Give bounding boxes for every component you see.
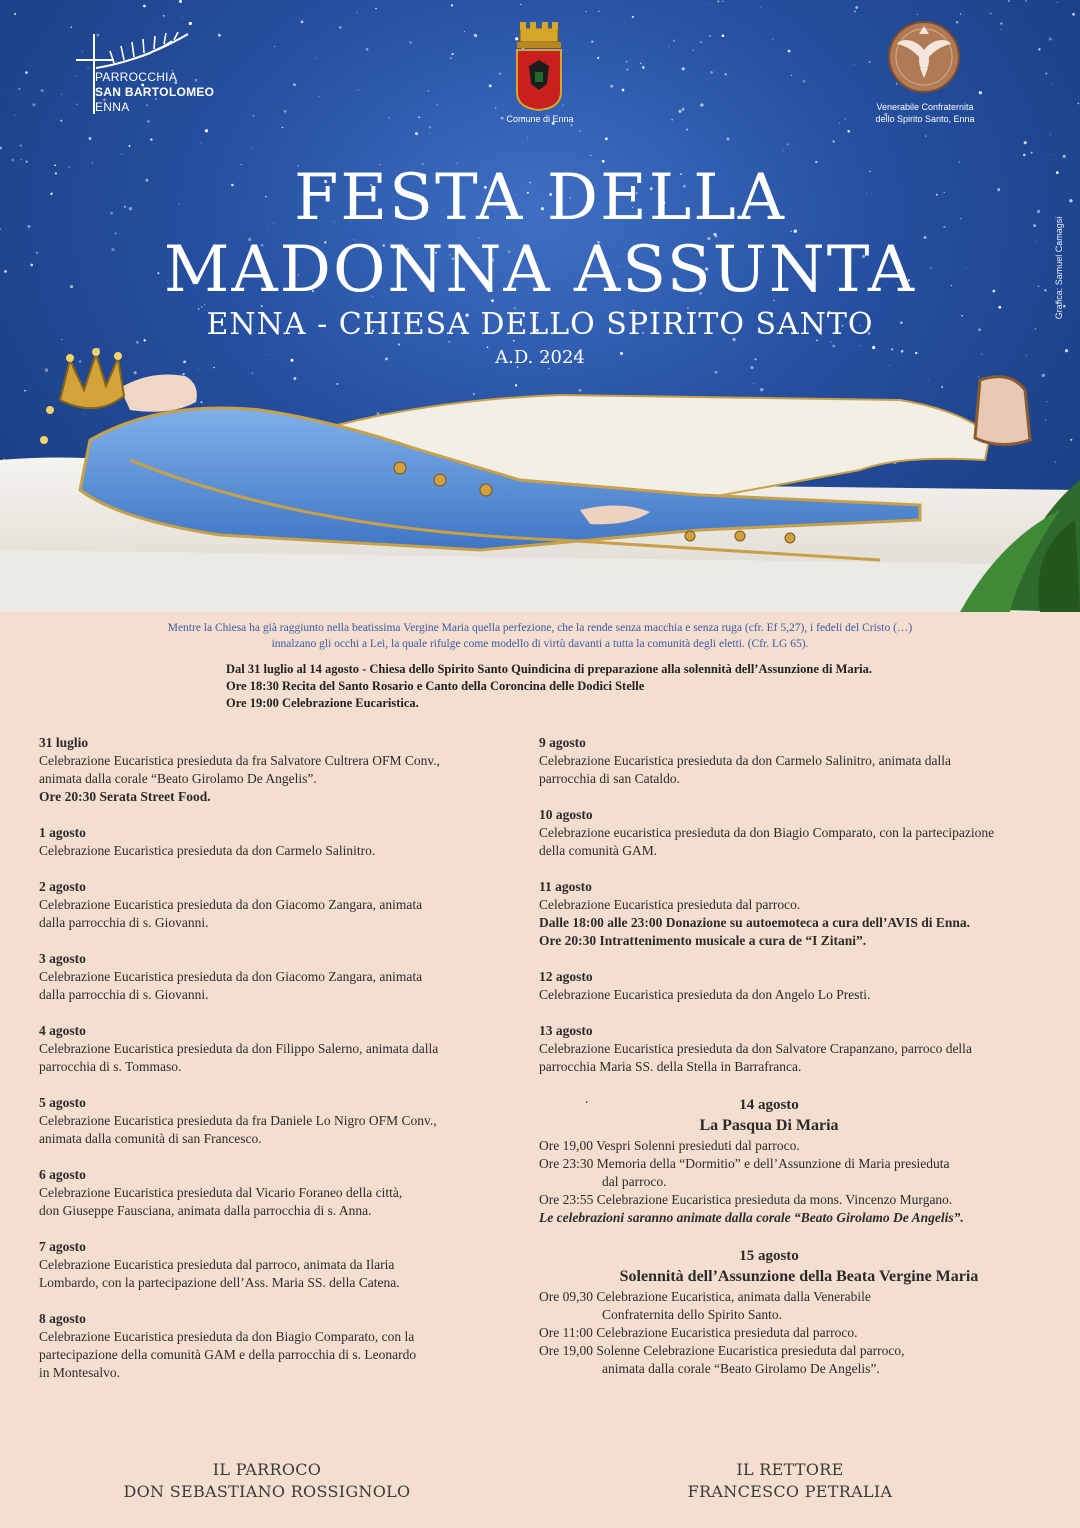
star	[60, 120, 62, 122]
star	[598, 10, 600, 12]
day-highlight: Ore 20:30 Intrattenimento musicale a cura de “I Zitani”.	[539, 933, 867, 948]
star	[1077, 102, 1079, 104]
stray-dot: .	[585, 1091, 589, 1106]
star	[495, 107, 496, 108]
star	[451, 53, 453, 55]
day-date: 9 agosto	[539, 735, 586, 750]
day-line: della comunità GAM.	[539, 843, 658, 858]
star	[669, 67, 670, 68]
star	[18, 88, 20, 90]
star	[673, 40, 675, 42]
preface-line: Dal 31 luglio al 14 agosto - Chiesa dello Spirito Santo Quindicina di preparazione alla solennità dell’Assunzione di Maria.	[226, 662, 873, 676]
day-line: Celebrazione Eucaristica presieduta dal parroco.	[539, 897, 801, 912]
graphics-credit-text: Grafica: Samuel Camagsi	[1054, 216, 1064, 319]
star	[464, 31, 465, 32]
day-line: animata dalla comunità di san Francesco.	[39, 1131, 262, 1146]
feast-title: La Pasqua Di Maria	[699, 1117, 839, 1134]
star	[626, 69, 628, 71]
star	[301, 21, 304, 24]
schedule-day	[539, 806, 1059, 860]
star	[803, 80, 806, 83]
star	[61, 94, 62, 95]
star	[366, 48, 369, 51]
madonna-statue-image	[0, 340, 1080, 612]
star	[527, 138, 528, 139]
signature-parroco	[87, 1459, 447, 1503]
day-date: 5 agosto	[39, 1095, 86, 1110]
day-date: 6 agosto	[39, 1167, 86, 1182]
schedule-day	[39, 1310, 509, 1382]
star	[205, 129, 208, 132]
title-line-2: MADONNA ASSUNTA	[163, 233, 917, 307]
star	[839, 123, 840, 124]
day-line: parrocchia di s. Tommaso.	[39, 1059, 182, 1074]
star	[700, 41, 702, 43]
feast-line: Ore 19,00 Solenne Celebrazione Eucaristica presieduta dal parroco,	[539, 1343, 905, 1358]
day-line: Celebrazione Eucaristica presieduta da don Filippo Salerno, animata dalla	[39, 1041, 439, 1056]
star	[451, 4, 453, 6]
star	[671, 119, 673, 121]
star	[252, 148, 253, 149]
star	[316, 58, 317, 59]
star	[357, 12, 358, 13]
star	[722, 1, 723, 2]
star	[284, 110, 287, 113]
day-highlight: Ore 20:30 Serata Street Food.	[39, 789, 211, 804]
year: A.D. 2024	[495, 347, 585, 368]
star	[253, 115, 255, 117]
feast-line: Confraternita dello Spirito Santo.	[602, 1307, 782, 1322]
confraternita-line: dello Spirito Santo, Enna	[875, 114, 975, 124]
star	[189, 22, 192, 25]
star	[489, 84, 492, 87]
schedule-day	[539, 968, 1059, 1004]
star	[669, 46, 670, 47]
feast-14-august	[539, 1095, 1039, 1227]
star	[89, 137, 92, 140]
star	[1023, 154, 1026, 157]
day-line: Celebrazione eucaristica presieduta da don Biagio Comparato, con la partecipazione	[539, 825, 995, 840]
schedule-day	[39, 1238, 509, 1292]
star	[0, 147, 2, 150]
feast-line: Ore 11:00 Celebrazione Eucaristica presieduta dal parroco.	[539, 1325, 858, 1340]
signature-name: FRANCESCO PETRALIA	[687, 1482, 893, 1501]
star	[585, 11, 586, 12]
holy-spirit-dove-icon	[887, 20, 961, 94]
star	[788, 50, 791, 53]
day-line: in Montesalvo.	[39, 1365, 120, 1380]
day-line: don Giuseppe Fausciana, animata dalla parrocchia di s. Anna.	[39, 1203, 372, 1218]
feast-date: 14 agosto	[739, 1097, 799, 1113]
star	[847, 130, 850, 133]
feast-15-august	[539, 1246, 1039, 1378]
parish-line: ENNA	[95, 100, 130, 114]
star	[293, 83, 296, 86]
star	[41, 89, 44, 92]
parish-name	[95, 70, 214, 115]
star	[14, 115, 15, 116]
feast-line: Ore 19,00 Vespri Solenni presieduti dal parroco.	[539, 1138, 800, 1153]
star	[436, 104, 438, 106]
star	[388, 117, 389, 118]
star	[129, 145, 131, 147]
star	[427, 90, 429, 92]
star	[1000, 29, 1001, 30]
day-line: partecipazione della comunità GAM e della parrocchia di s. Leonardo	[39, 1347, 417, 1362]
day-line: Celebrazione Eucaristica presieduta dal Vicario Foraneo della città,	[39, 1185, 403, 1200]
preface-line: Ore 18:30 Recita del Santo Rosario e Canto della Coroncina delle Dodici Stelle	[226, 679, 645, 693]
day-line: Celebrazione Eucaristica presieduta da don Giacomo Zangara, animata	[39, 969, 423, 984]
star	[626, 61, 628, 63]
star	[706, 3, 707, 4]
star	[791, 75, 792, 76]
star	[499, 73, 501, 75]
signature-name: DON SEBASTIANO ROSSIGNOLO	[123, 1482, 411, 1501]
star	[1050, 134, 1051, 135]
star	[1038, 48, 1040, 50]
confraternita-line: Venerabile Confraternita	[876, 102, 974, 112]
star	[610, 85, 613, 88]
star	[579, 130, 581, 132]
star	[429, 126, 431, 128]
feast-note: Le celebrazioni saranno animate dalla corale “Beato Girolamo De Angelis”.	[539, 1210, 964, 1225]
schedule-day	[39, 950, 509, 1004]
star	[709, 35, 711, 37]
star	[853, 64, 854, 65]
star	[832, 140, 834, 142]
day-line: Celebrazione Eucaristica presieduta da don Carmelo Salinitro.	[39, 843, 376, 858]
star	[143, 5, 146, 8]
star	[274, 46, 275, 47]
schedule-day	[39, 1022, 509, 1076]
day-date: 11 agosto	[539, 879, 592, 894]
star	[358, 89, 359, 90]
star	[418, 116, 420, 118]
day-date: 3 agosto	[39, 951, 86, 966]
star	[410, 41, 412, 43]
hero-banner	[0, 0, 1080, 612]
star	[20, 144, 22, 146]
schedule-day	[39, 1166, 509, 1220]
star	[339, 26, 342, 29]
day-line: Celebrazione Eucaristica presieduta dal parroco, animata da Ilaria	[39, 1257, 395, 1272]
star	[1025, 0, 1027, 2]
star	[147, 120, 150, 123]
star	[201, 142, 202, 143]
schedule-day	[39, 734, 509, 806]
day-line: Celebrazione Eucaristica presieduta da don Biagio Comparato, con la	[39, 1329, 415, 1344]
star	[782, 150, 783, 151]
schedule-day	[539, 734, 1059, 788]
star	[642, 66, 645, 69]
star	[32, 103, 35, 106]
star	[854, 10, 856, 12]
star	[7, 91, 8, 92]
day-line: dalla parrocchia di s. Giovanni.	[39, 915, 209, 930]
day-line: Celebrazione Eucaristica presieduta da don Angelo Lo Presti.	[539, 987, 871, 1002]
quote-line: Mentre la Chiesa ha già raggiunto nella beatissima Vergine Maria quella perfezione, che la rende senza macchia e senza ruga (cfr. Ef 5,27), i fedeli del Cristo (…)	[167, 622, 913, 634]
star	[429, 133, 430, 134]
star	[1024, 141, 1027, 144]
schedule-day	[539, 878, 1059, 950]
star	[1049, 38, 1052, 41]
schedule-day	[539, 1022, 1059, 1076]
day-line: Lombardo, con la partecipazione dell’Ass. Maria SS. della Catena.	[39, 1275, 400, 1290]
star	[682, 108, 685, 111]
star	[845, 118, 846, 119]
title-line-1: FESTA DELLA	[294, 161, 786, 235]
star	[150, 138, 152, 140]
star	[591, 41, 593, 43]
day-line: Celebrazione Eucaristica presieduta da don Giacomo Zangara, animata	[39, 897, 423, 912]
star	[632, 16, 634, 18]
star	[590, 155, 591, 156]
star	[182, 17, 183, 18]
schedule-left-column	[39, 734, 509, 1400]
star	[760, 6, 761, 7]
signature-role: IL RETTORE	[736, 1460, 844, 1479]
star	[640, 63, 641, 64]
schedule-day	[39, 878, 509, 932]
feast-line: Ore 09,30 Celebrazione Eucaristica, animata dalla Venerabile	[539, 1289, 871, 1304]
preface-line: Ore 19:00 Celebrazione Eucaristica.	[226, 696, 419, 710]
star	[1031, 152, 1033, 154]
day-date: 13 agosto	[539, 1023, 593, 1038]
feast-lines	[539, 1288, 1039, 1378]
star	[917, 14, 918, 15]
star	[979, 91, 982, 94]
day-date: 31 luglio	[39, 735, 89, 750]
star	[679, 110, 682, 113]
star	[1050, 154, 1051, 155]
star	[693, 50, 694, 51]
comune-crest-icon	[511, 20, 567, 112]
day-line: Celebrazione Eucaristica presieduta da fra Salvatore Cultrera OFM Conv.,	[39, 753, 440, 768]
feast-title: Solennità dell’Assunzione della Beata Vergine Maria	[619, 1268, 979, 1285]
parish-line: SAN BARTOLOMEO	[95, 85, 215, 99]
comune-label: Comune di Enna	[506, 114, 574, 124]
star	[163, 15, 165, 17]
day-date: 12 agosto	[539, 969, 593, 984]
star	[1057, 2, 1058, 3]
star	[722, 35, 725, 38]
confraternita-label	[850, 101, 1000, 125]
day-date: 4 agosto	[39, 1023, 86, 1038]
star	[717, 0, 719, 2]
subtitle: ENNA - CHIESA DELLO SPIRITO SANTO	[206, 307, 874, 342]
schedule-day	[39, 824, 509, 860]
day-date: 2 agosto	[39, 879, 86, 894]
star	[179, 0, 182, 3]
feast-line: Ore 23:30 Memoria della “Dormitio” e dell’Assunzione di Maria presieduta	[539, 1156, 950, 1171]
star	[121, 154, 122, 155]
star	[725, 73, 727, 75]
day-line: animata dalla corale “Beato Girolamo De Angelis”.	[39, 771, 317, 786]
day-line: parrocchia di san Cataldo.	[539, 771, 680, 786]
star	[772, 39, 773, 40]
star	[1008, 0, 1010, 2]
star	[787, 143, 789, 145]
star	[319, 96, 320, 97]
day-date: 1 agosto	[39, 825, 86, 840]
star	[925, 136, 926, 137]
day-line: Celebrazione Eucaristica presieduta da don Salvatore Crapanzano, parroco della	[539, 1041, 972, 1056]
star	[1052, 83, 1053, 84]
star	[474, 34, 477, 37]
star	[700, 103, 703, 106]
star	[726, 138, 729, 141]
star	[375, 8, 376, 9]
quote-line: innalzano gli occhi a Lei, la quale rifulge come modello di virtù davanti a tutta la comunità degli eletti. (Cfr. LG 65).	[271, 638, 809, 650]
scripture-quote	[100, 620, 980, 652]
star	[1000, 22, 1002, 24]
day-line: Celebrazione Eucaristica presieduta da don Carmelo Salinitro, animata dalla	[539, 753, 951, 768]
day-line: dalla parrocchia di s. Giovanni.	[39, 987, 209, 1002]
schedule-day	[39, 1094, 509, 1148]
star	[990, 13, 992, 15]
star	[605, 137, 608, 140]
feast-date: 15 agosto	[739, 1248, 799, 1264]
star	[710, 71, 713, 74]
day-date: 7 agosto	[39, 1239, 86, 1254]
star	[14, 13, 16, 15]
day-date: 10 agosto	[539, 807, 593, 822]
star	[1072, 13, 1075, 16]
star	[450, 57, 452, 59]
feast-line: animata dalla corale “Beato Girolamo De Angelis”.	[602, 1361, 880, 1376]
star	[282, 127, 283, 128]
signature-role: IL PARROCO	[212, 1460, 322, 1479]
day-date: 8 agosto	[39, 1311, 86, 1326]
star	[622, 89, 625, 92]
star	[682, 67, 685, 70]
day-line: Celebrazione Eucaristica presieduta da fra Daniele Lo Nigro OFM Conv.,	[39, 1113, 437, 1128]
preparation-summary	[226, 661, 1026, 712]
day-line: parrocchia Maria SS. della Stella in Barrafranca.	[539, 1059, 802, 1074]
signature-rettore	[610, 1459, 970, 1503]
star	[1045, 72, 1047, 74]
star	[520, 4, 521, 5]
star	[855, 6, 858, 9]
star	[960, 13, 962, 15]
parish-line: PARROCCHIA	[95, 70, 178, 84]
star	[415, 132, 418, 135]
star	[597, 57, 599, 59]
star	[571, 124, 573, 126]
feast-line: Ore 23:55 Celebrazione Eucaristica presieduta da mons. Vincenzo Murgano.	[539, 1192, 953, 1207]
day-highlight: Dalle 18:00 alle 23:00 Donazione su autoemoteca a cura dell’AVIS di Enna.	[539, 915, 970, 930]
star	[70, 26, 72, 28]
feast-line: dal parroco.	[602, 1174, 667, 1189]
schedule-right-column	[539, 734, 1059, 1108]
star	[25, 71, 28, 74]
star	[686, 129, 688, 131]
star	[869, 61, 871, 63]
feast-lines	[539, 1137, 1039, 1209]
